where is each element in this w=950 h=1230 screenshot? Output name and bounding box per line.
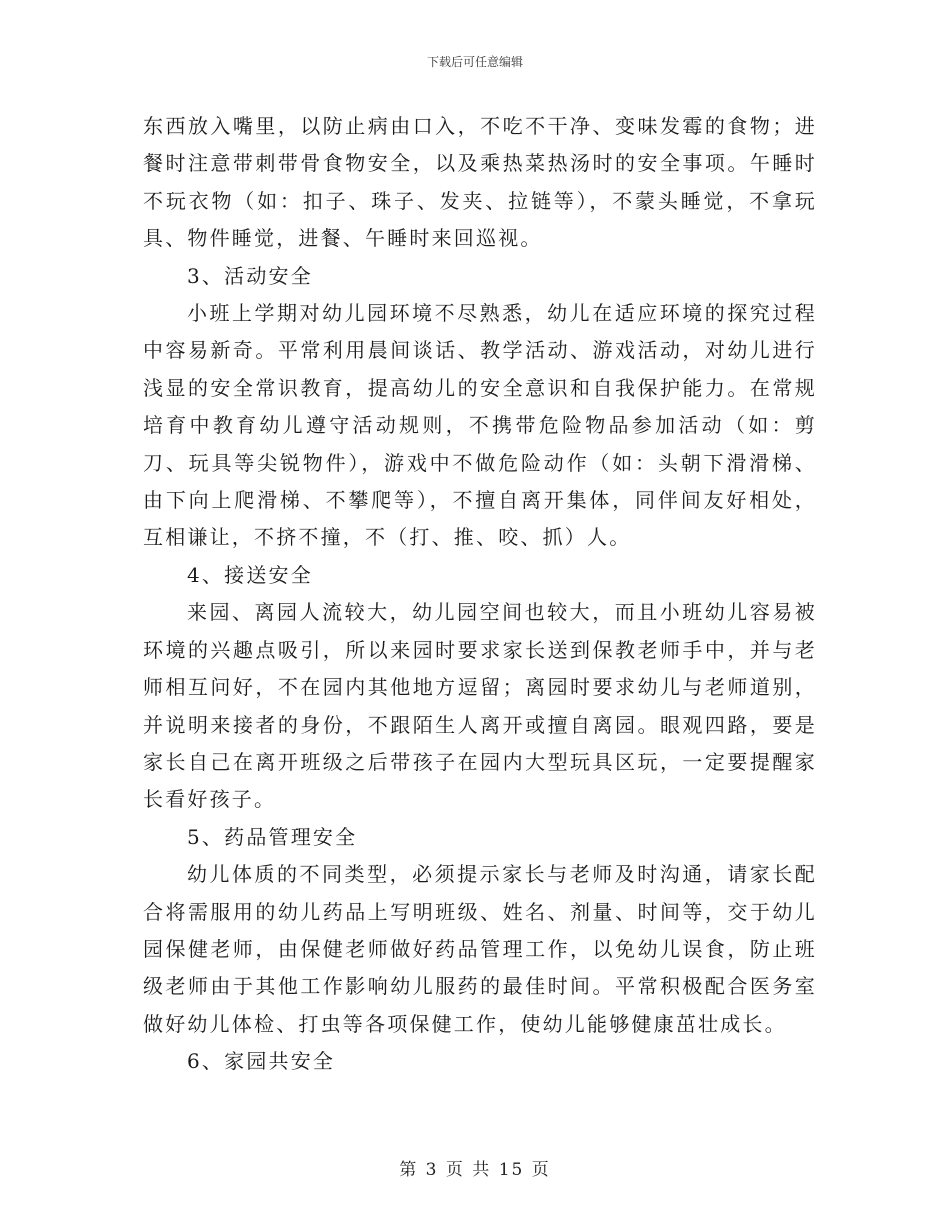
page-header-note: 下载后可任意编辑 [426,55,523,69]
page-number: 第 3 页 共 15 页 [399,1160,551,1180]
section-heading-pickup-safety: 4、接送安全 [187,562,313,587]
section-heading-medicine-safety: 5、药品管理安全 [187,824,358,849]
section-heading-activity-safety: 3、活动安全 [187,263,313,288]
section-heading-home-school-safety: 6、家园共安全 [187,1049,336,1074]
document-body [143,108,817,1081]
paragraph-medicine-safety: 幼儿体质的不同类型，必须提示家长与老师及时沟通，请家长配合将需服用的幼儿药品上写明班级、姓名、剂量、时间等，交于幼儿园保健老师，由保健老师做好药品管理工作，以免幼儿误食，防止班级老师由于其他工作影响幼儿服药的最佳时间。平常积极配合医务室做好幼儿体检、打虫等各项保健工作，使幼儿能够健康茁壮成长。 [143,862,817,1036]
paragraph-pickup-safety: 来园、离园人流较大，幼儿园空间也较大，而且小班幼儿容易被环境的兴趣点吸引，所以来园时要求家长送到保教老师手中，并与老师相互问好，不在园内其他地方逗留；离园时要求幼儿与老师道别，并说明来接者的身份，不跟陌生人离开或擅自离园。眼观四路，要是家长自己在离开班级之后带孩子在园内大型玩具区玩，一定要提醒家长看好孩子。 [143,600,817,812]
paragraph-continued-text: 东西放入嘴里，以防止病由口入，不吃不干净、变味发霉的食物；进餐时注意带刺带骨食物安全，以及乘热菜热汤时的安全事项。午睡时不玩衣物（如：扣子、珠子、发夹、拉链等），不蒙头睡觉，不拿玩具、物件睡觉，进餐、午睡时来回巡视。 [143,114,817,251]
paragraph-activity-safety: 小班上学期对幼儿园环境不尽熟悉，幼儿在适应环境的探究过程中容易新奇。平常利用晨间谈话、教学活动、游戏活动，对幼儿进行浅显的安全常识教育，提高幼儿的安全意识和自我保护能力。在常规培育中教育幼儿遵守活动规则，不携带危险物品参加活动（如：剪刀、玩具等尖锐物件），游戏中不做危险动作（如：头朝下滑滑梯、由下向上爬滑梯、不攀爬等），不擅自离开集体，同伴间友好相处，互相谦让，不挤不撞，不（打、推、咬、抓）人。 [143,301,817,550]
